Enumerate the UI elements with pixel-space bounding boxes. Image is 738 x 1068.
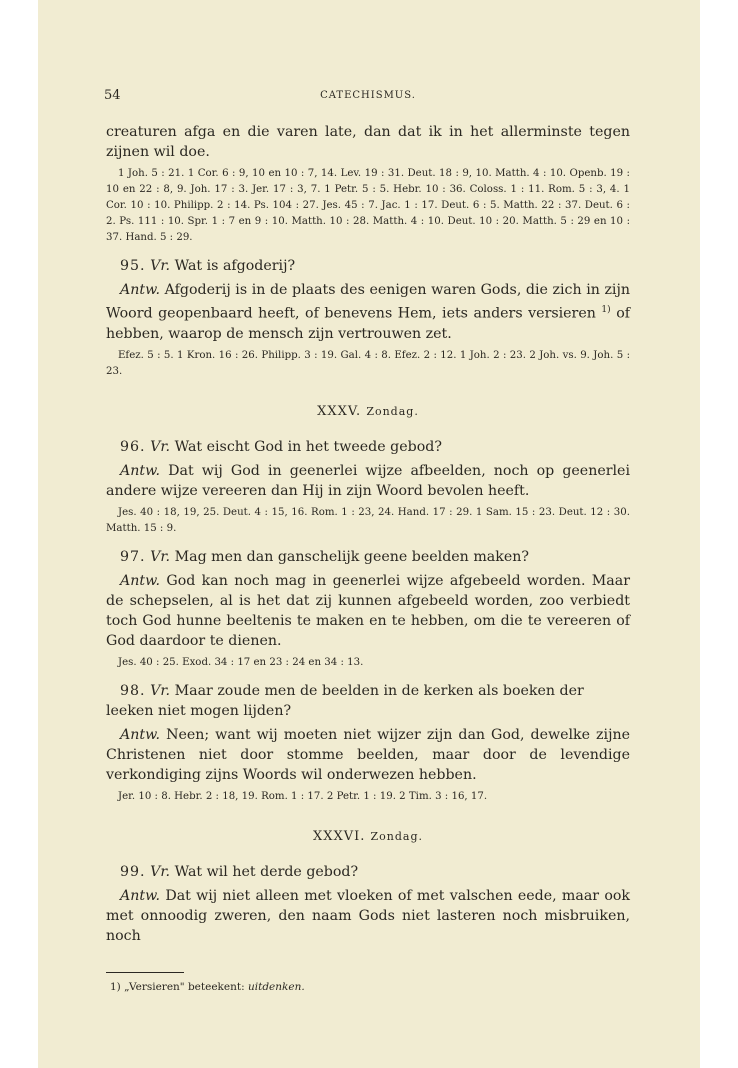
sunday-word: Zondag. (370, 829, 424, 843)
page-number: 54 (104, 88, 121, 103)
question-number: 97. (120, 548, 146, 565)
antw-label: Antw. (120, 887, 161, 904)
page-header (106, 88, 630, 108)
question-text: Wat wil het derde gebod? (174, 863, 359, 880)
vr-label: Vr. (150, 863, 171, 880)
question-number: 99. (120, 863, 146, 880)
antw-label: Antw. (120, 572, 161, 589)
answer-95 (106, 280, 630, 344)
answer-text: Afgoderij is in de plaats des eenigen waren Gods, die zich in zijn Woord geopenbaard heeft, of benevens Hem, iets anders versieren (106, 282, 630, 322)
vr-label: Vr. (150, 548, 171, 565)
answer-97 (106, 571, 630, 651)
answer-text: Dat wij niet alleen met vloeken of met valschen eede, maar ook met onnoodig zweren, den naam Gods niet lasteren noch misbruiken, noch (106, 887, 631, 944)
question-number: 98. (120, 682, 146, 699)
answer-text-cont: of hebben, waarop de mensch zijn vertrouwen zet. (106, 305, 630, 342)
scripture-references: Jes. 40 : 25. Exod. 34 : 17 en 23 : 24 en 34 : 13. (118, 656, 364, 668)
sunday-heading-xxxv (106, 404, 630, 419)
scripture-references: Jes. 40 : 18, 19, 25. Deut. 4 : 15, 16. Rom. 1 : 23, 24. Hand. 17 : 29. 1 Sam. 15 : 23. Deut. 12 : 30. Matth. 15 : 9. (106, 506, 630, 534)
answer-99 (106, 886, 630, 946)
antw-label: Antw. (120, 462, 161, 479)
footnote-number: 1) (110, 980, 121, 993)
antw-label: Antw. (120, 726, 161, 743)
question-96 (106, 437, 630, 457)
sunday-numeral: XXXV. (317, 403, 362, 419)
answer-text: Neen; want wij moeten niet wijzer zijn dan God, dewelke zijne Christenen niet door stomme beelden, maar door de levendige verkondiging zijns Woords wil onderwezen hebben. (106, 726, 630, 783)
question-number: 95. (120, 258, 146, 274)
answer-text: Dat wij God in geenerlei wijze afbeelden, noch op geenerlei andere wijze vereeren dan Hij in zijn Woord bevolen heeft. (106, 462, 630, 499)
question-98 (106, 681, 630, 721)
answer-text: God kan noch mag in geenerlei wijze afgebeeld worden. Maar de schepselen, al is het dat zij kunnen afgebeeld worden, zoo verbiedt toch God hunne beeltenis te maken en te hebben, om die te vereeren of God daardoor te dienen. (106, 572, 630, 649)
scripture-references: 1 Joh. 5 : 21. 1 Cor. 6 : 9, 10 en 10 : 7, 14. Lev. 19 : 31. Deut. 18 : 9, 10. Matth. 4 : 10. Openb. 19 : 10 en 22 : 8, 9. Joh. 17 : 3. Jer. 17 : 3, 7. 1 Petr. 5 : 5. Hebr. 10 : 36. Coloss. 1 : 11. Rom. 5 : 3, 4. 1 Cor. 10 : 10. Philipp. 2 : 14. Ps. 104 : 27. Jes. 45 : 7. Jac. 1 : 17. Deut. 6 : 5. Matth. 22 : 37. Deut. 6 : 2. Ps. 111 : 10. Spr. 1 : 7 en 9 : 10. Matth. 10 : 28. Matth. 4 : 10. Deut. 10 : 20. Matth. 5 : 29 en 10 : 37. Hand. 5 : 29. (106, 168, 630, 243)
answer-98 (106, 725, 630, 785)
footnote-italic: uitdenken. (247, 980, 305, 993)
question-text: Wat eischt God in het tweede gebod? (174, 438, 442, 455)
question-text: Mag men dan ganschelijk geene beelden maken? (174, 548, 529, 565)
sunday-numeral: XXXVI. (312, 828, 366, 844)
vr-label: Vr. (150, 682, 171, 699)
scripture-references: Efez. 5 : 5. 1 Kron. 16 : 26. Philipp. 3 : 19. Gal. 4 : 8. Efez. 2 : 12. 1 Joh. 2 : 23. 2 Joh. vs. 9. Joh. 5 : 23. (106, 349, 630, 377)
question-95 (106, 256, 630, 276)
footnote (110, 981, 630, 993)
scripture-references: Jer. 10 : 8. Hebr. 2 : 18, 19. Rom. 1 : 17. 2 Petr. 1 : 19. 2 Tim. 3 : 16, 17. (118, 790, 488, 802)
question-97 (106, 547, 630, 567)
vr-label: Vr. (150, 438, 171, 455)
question-99 (106, 862, 630, 882)
footnote-divider (106, 972, 184, 973)
footnote-marker: 1) (601, 305, 611, 315)
antw-label: Antw. (120, 282, 161, 298)
sunday-word: Zondag. (366, 404, 419, 418)
answer-96 (106, 461, 630, 501)
continuation-text: creaturen afga en die varen late, dan dat ik in het allerminste tegen zijnen wil doe. (106, 124, 630, 160)
question-text: Maar zoude men de beelden in de kerken als boeken der leeken niet mogen lijden? (106, 682, 584, 719)
footnote-text: „Versieren" beteekent: (124, 980, 248, 993)
vr-label: Vr. (150, 258, 171, 274)
sunday-heading-xxxvi (106, 829, 630, 844)
running-title: CATECHISMUS. (320, 90, 416, 101)
question-number: 96. (120, 438, 146, 455)
book-page (38, 0, 700, 1068)
question-text: Wat is afgoderij? (174, 258, 296, 274)
